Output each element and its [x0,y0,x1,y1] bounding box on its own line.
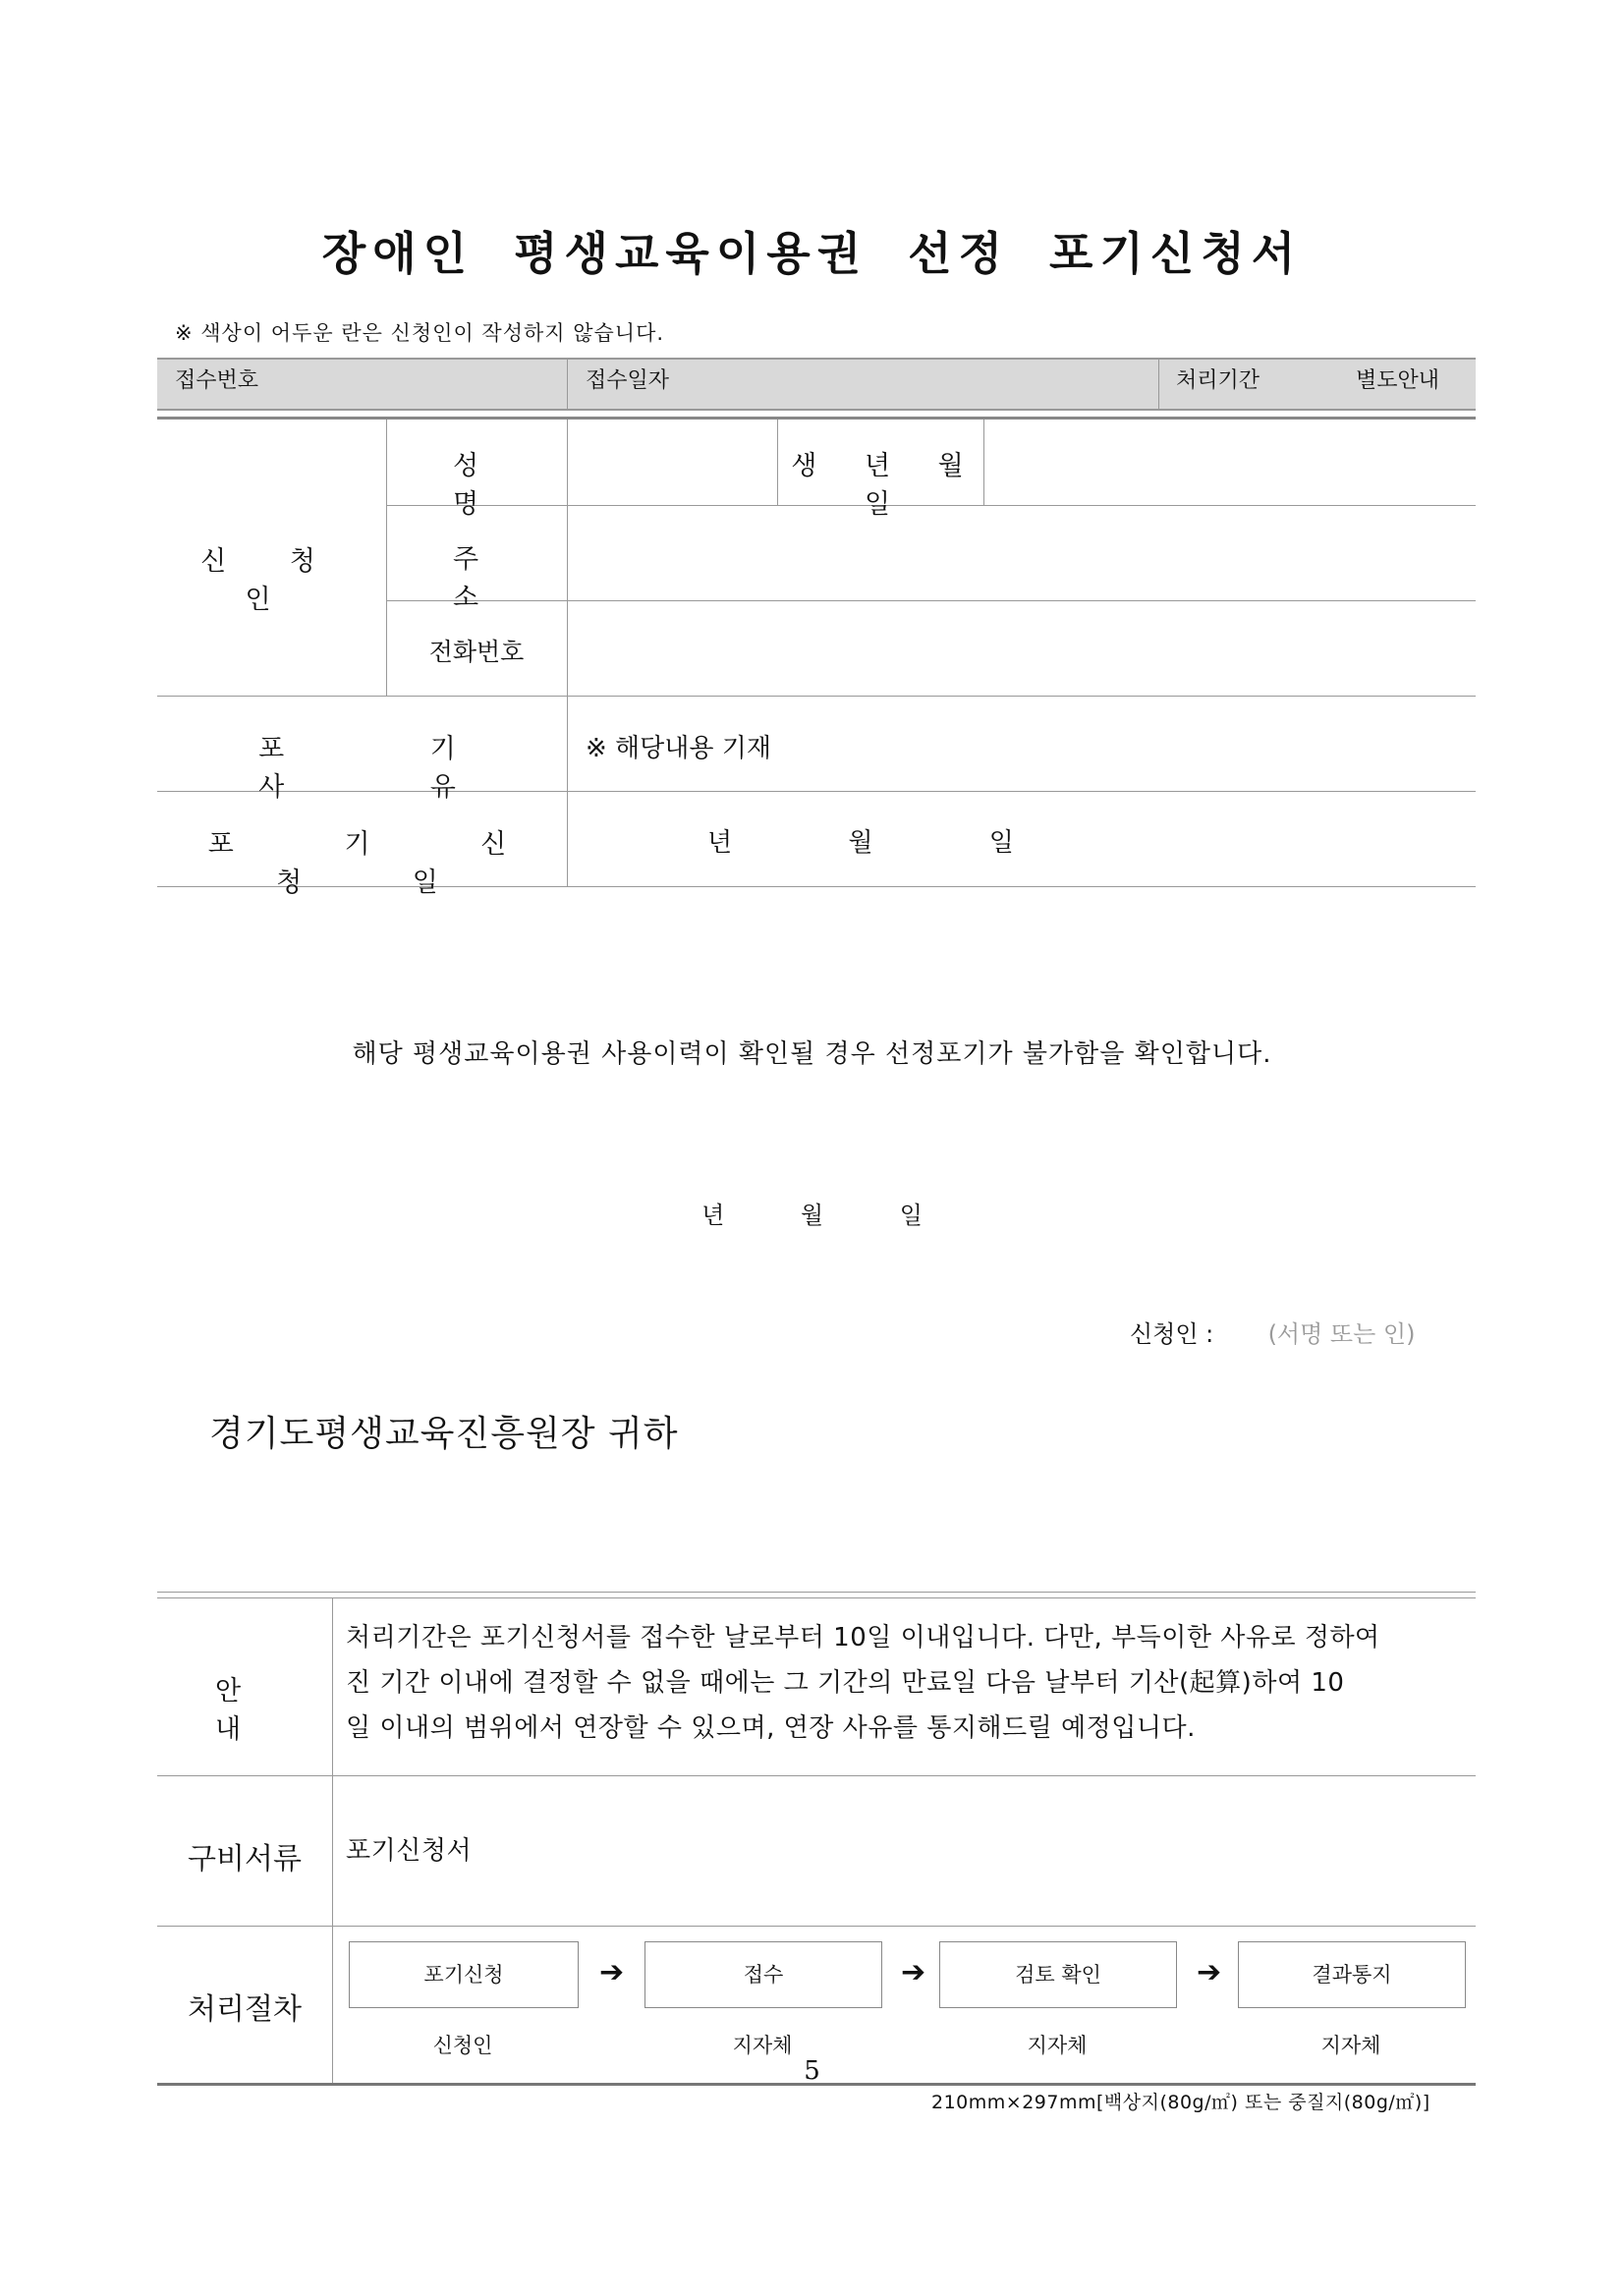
phone-label: 전화번호 [428,638,525,666]
step-box-apply: 포기신청 [349,1941,579,2008]
applicant-form [157,417,1476,898]
applicant-signature-line [1130,1315,1415,1349]
arrow-right-icon: ➔ [1197,1955,1222,1989]
divider [567,360,568,409]
row-divider [157,1926,1476,1927]
receipt-bar [157,358,1476,411]
signature-placeholder[interactable]: (서명 또는 인) [1267,1320,1416,1348]
receipt-date-label: 접수일자 [586,368,670,393]
confirmation-statement: 해당 평생교육이용권 사용이력이 확인될 경우 선정포기가 불가함을 확인합니다. [352,1039,1272,1069]
step-box-review: 검토 확인 [939,1941,1177,2008]
divider [1158,360,1159,409]
info-line: 진 기간 이내에 결정할 수 없을 때에는 그 기간의 만료일 다음 날부터 기산(起算)하여 10 [346,1668,1345,1698]
paper-spec: 210mm×297mm[백상지(80g/㎡) 또는 중질지(80g/㎡)] [931,2092,1430,2113]
applicant-signature-label: 신청인 : [1130,1320,1214,1348]
processing-period-value: 별도안내 [1356,368,1440,393]
required-docs-value: 포기신청서 [346,1836,473,1866]
page-number: 5 [804,2056,820,2086]
guide-table [157,1592,1476,2085]
address-label: 주 소 [452,544,523,613]
processing-period-label: 처리기간 [1176,368,1260,393]
birth-date-label: 생 년 월 일 [791,451,983,520]
info-text [346,1615,1380,1751]
arrow-right-icon: ➔ [599,1955,625,1989]
signature-date[interactable]: 년 월 일 [701,1202,923,1229]
step-box-notify: 결과통지 [1238,1941,1466,2008]
table-top-border [157,1597,1476,1598]
info-line: 처리기간은 포기신청서를 접수한 날로부터 10일 이내입니다. 다만, 부득이한 사유로 정하여 [346,1623,1380,1652]
name-field[interactable] [568,420,776,504]
receipt-number-label: 접수번호 [175,368,259,393]
info-line: 일 이내의 범위에서 연장할 수 있으며, 연장 사유를 통지해드릴 예정입니다. [346,1713,1196,1743]
addressee: 경기도평생교육진흥원장 귀하 [209,1414,679,1454]
row-divider [157,696,1476,697]
step-actor: 신청인 [432,2034,493,2057]
apply-date-label: 포 기 신 청 일 [207,829,558,898]
step-actor: 지자체 [1027,2034,1088,2057]
reason-label: 포 기 사 유 [258,734,525,803]
info-label: 안 내 [214,1676,310,1745]
col-divider [332,1597,333,2083]
step-actor: 지자체 [1320,2034,1381,2057]
step-actor: 지자체 [732,2034,793,2057]
form-note: ※ 색상이 어두운 란은 신청인이 작성하지 않습니다. [175,321,665,345]
apply-date-field[interactable]: 년 월 일 [707,828,1014,858]
required-docs-label: 구비서류 [188,1842,302,1876]
table-top-border [157,417,1476,420]
arrow-right-icon: ➔ [901,1955,926,1989]
step-box-receive: 접수 [644,1941,882,2008]
address-field[interactable] [568,506,1476,599]
table-top-border [157,1592,1476,1593]
page-title: 장애인 평생교육이용권 선정 포기신청서 [321,227,1303,280]
applicant-label: 신 청 인 [200,546,343,615]
row-divider [157,1775,1476,1776]
phone-field[interactable] [568,601,1476,695]
name-label: 성 명 [452,451,523,520]
reason-field[interactable]: ※ 해당내용 기재 [586,734,772,763]
process-label: 처리절차 [188,1992,302,2027]
birth-date-field[interactable] [984,420,1476,504]
